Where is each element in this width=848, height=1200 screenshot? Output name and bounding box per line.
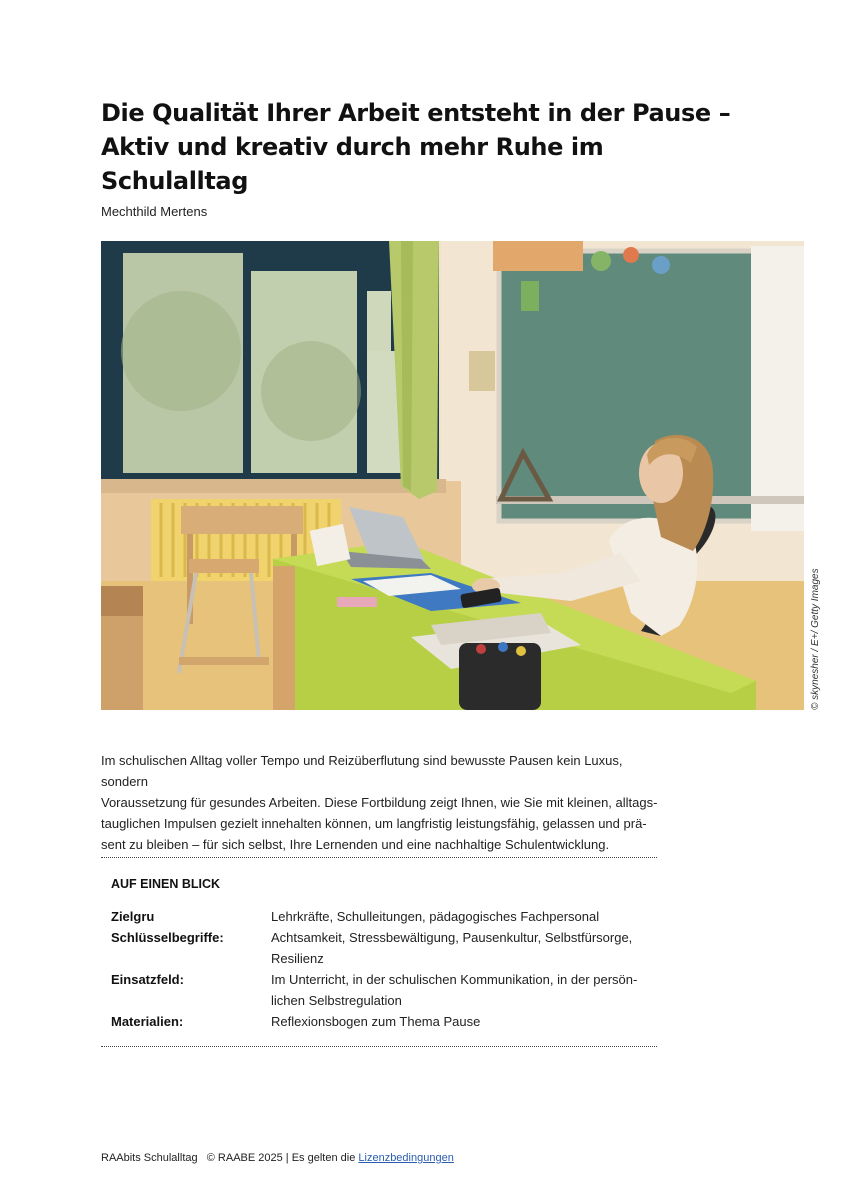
- author: Mechthild Mertens: [101, 204, 208, 219]
- overview-value-line: Resilienz: [271, 951, 324, 966]
- intro-line: Voraussetzung für gesundes Arbeiten. Diese Fortbildung zeigt Ihnen, wie Sie mit kleinen, alltags-: [101, 795, 658, 810]
- overview-label: Zielgru: [111, 909, 155, 924]
- divider-top: [101, 857, 657, 858]
- overview-value-line: Im Unterricht, in der schulischen Kommunikation, in der persön-: [271, 972, 638, 987]
- overview-heading: AUF EINEN BLICK: [111, 877, 221, 891]
- overview-value: [271, 1011, 651, 1032]
- intro-line: Im schulischen Alltag voller Tempo und Reizüberflutung sind bewusste Pausen kein Luxus, sondern: [101, 753, 623, 789]
- page-title: [101, 96, 741, 198]
- footer-text: RAAbits Schulalltag © RAABE 2025 | Es gelten die: [101, 1152, 359, 1164]
- overview-label: Schlüsselbegriffe:: [111, 930, 224, 945]
- overview-label: Materialien:: [111, 1014, 184, 1029]
- title-line-1: Die Qualität Ihrer Arbeit entsteht in der Pause –: [101, 99, 731, 127]
- overview-value-line: lichen Selbstregulation: [271, 993, 402, 1008]
- divider-bottom: [101, 1046, 657, 1047]
- footer: [101, 1152, 454, 1164]
- overview-value-line: Lehrkräfte, Schulleitungen, pädagogisches Fachpersonal: [271, 909, 600, 924]
- photo-credit: © skynesher / E+/ Getty Images: [810, 568, 821, 710]
- overview-value-line: Reflexionsbogen zum Thema Pause: [271, 1014, 481, 1029]
- intro-line: tauglichen Impulsen gezielt innehalten können, um langfristig leistungsfähig, gelassen und prä-: [101, 816, 647, 831]
- overview-value: [271, 906, 651, 927]
- classroom-photo: [101, 241, 804, 710]
- title-line-2: Aktiv und kreativ durch mehr Ruhe im Schulalltag: [101, 133, 604, 195]
- overview-label: Einsatzfeld:: [111, 972, 184, 987]
- overview-value: [271, 927, 651, 969]
- intro-paragraph: [101, 750, 659, 855]
- license-link[interactable]: Lizenzbedingungen: [358, 1152, 454, 1164]
- overview-value-line: Achtsamkeit, Stressbewältigung, Pausenkultur, Selbstfürsorge,: [271, 930, 633, 945]
- overview-value: [271, 969, 651, 1011]
- intro-line: sent zu bleiben – für sich selbst, Ihre Lernenden und eine nachhaltige Schulentwicklung.: [101, 837, 610, 852]
